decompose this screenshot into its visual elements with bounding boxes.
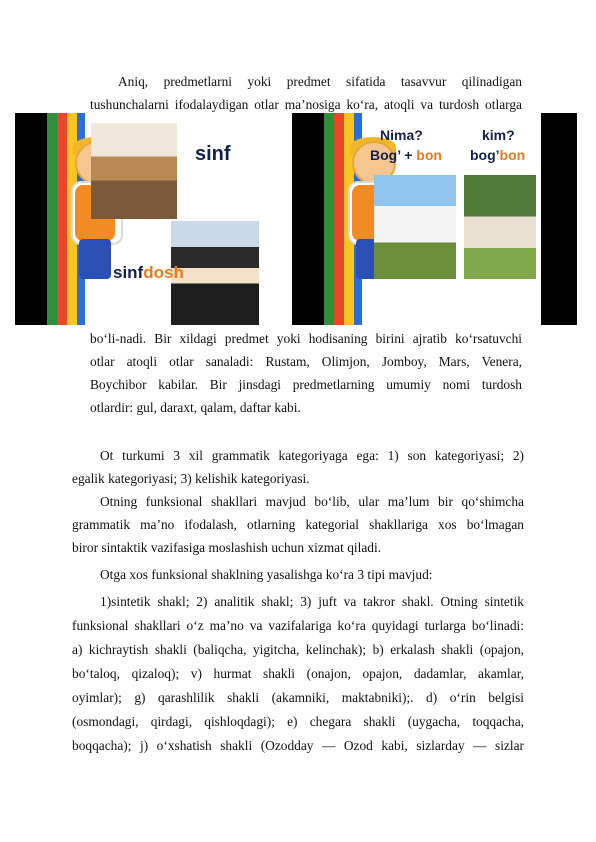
text-line: bo‘taloq, qizaloq); v) hurmat shakli (onajon, opajon, dadamlar, akamlar, xyxy=(72,666,524,681)
text-line: Ot turkumi 3 xil grammatik kategoriyaga ega: 1) son kategoriyasi; 2) xyxy=(100,448,524,463)
text-line: Boychibor kabilar. Bir jinsdagi predmetlarning umumiy nomi turdosh xyxy=(90,377,522,392)
word-bog-bon: Bog’ + bon xyxy=(370,147,442,163)
paragraph-functional xyxy=(72,490,524,559)
word-kim: kim? xyxy=(482,127,515,143)
word-bogbon: bog’bon xyxy=(470,147,526,163)
word-nima: Nima? xyxy=(380,127,423,143)
text-line: tushunchalarni ifodalaydigan otlar ma’nosiga ko‘ra, atoqli va turdosh otlarga xyxy=(90,97,522,112)
paragraph-continued xyxy=(90,327,522,419)
slide-background xyxy=(47,113,264,325)
text-line: Otga xos funksional shaklning yasalishga ko‘ra 3 tipi mavjud: xyxy=(100,567,433,582)
paragraph-categories xyxy=(72,444,524,490)
text-line: otlardir: gul, daraxt, qalam, daftar kabi. xyxy=(90,400,301,415)
orchard-photo xyxy=(374,175,456,279)
paragraph-intro xyxy=(90,70,522,116)
text-line: Aniq, predmetlarni yoki predmet sifatida tasavvur qilinadigan xyxy=(118,74,522,89)
illustration-bogbon xyxy=(292,113,577,325)
text-line: grammatik ma’no ifodalash, otlarning kategorial shakllariga xos bo‘lmagan xyxy=(72,517,524,532)
paragraph-types xyxy=(72,563,524,586)
text-line: Otning funksional shakllari mavjud bo‘lib, ular ma’lum bir qo‘shimcha xyxy=(100,494,524,509)
children-photo xyxy=(171,221,259,325)
text-line: 1)sintetik shakl; 2) analitik shakl; 3) juft va takror shakl. Otning sintetik xyxy=(100,594,524,609)
word-sinfdosh: sinfdosh xyxy=(113,263,184,282)
text-line: egalik kategoriyasi; 3) kelishik kategoriyasi. xyxy=(72,471,310,486)
text-line: boqqacha); j) o‘xshatish shakli (Ozodday — Ozod kabi, sizlarday — sizlar xyxy=(72,738,524,753)
text-line: a) kichraytish shakli (baliqcha, yigitcha, kelinchak); b) erkalash shakli (opajon, xyxy=(72,642,524,657)
word-sinf: sinf xyxy=(195,143,231,165)
classroom-photo xyxy=(91,123,177,219)
text-line: (osmondagi, qirdagi, qishloqdagi); e) chegara shakli (uygacha, toqqacha, xyxy=(72,714,524,729)
text-line: biror sintaktik vazifasiga moslashish uchun xizmat qiladi. xyxy=(72,540,382,555)
slide-background xyxy=(324,113,541,325)
text-line: otlar atoqli otlar sanaladi: Rustam, Olimjon, Jomboy, Mars, Venera, xyxy=(90,354,522,369)
gardener-photo xyxy=(464,175,536,279)
text-line: funksional shakllari o‘z ma’no va vazifalariga ko‘ra quyidagi turlarga bo‘linadi: xyxy=(72,618,524,633)
text-line: oyimlar); g) qarashlilik shakli (akamniki, maktabniki);. d) o‘rin belgisi xyxy=(72,690,524,705)
illustration-sinf-sinfdosh xyxy=(15,113,264,325)
text-line: bo‘li-nadi. Bir xildagi predmet yoki hodisaning birini ajratib ko‘rsatuvchi xyxy=(90,331,522,346)
paragraph-list xyxy=(72,590,524,758)
